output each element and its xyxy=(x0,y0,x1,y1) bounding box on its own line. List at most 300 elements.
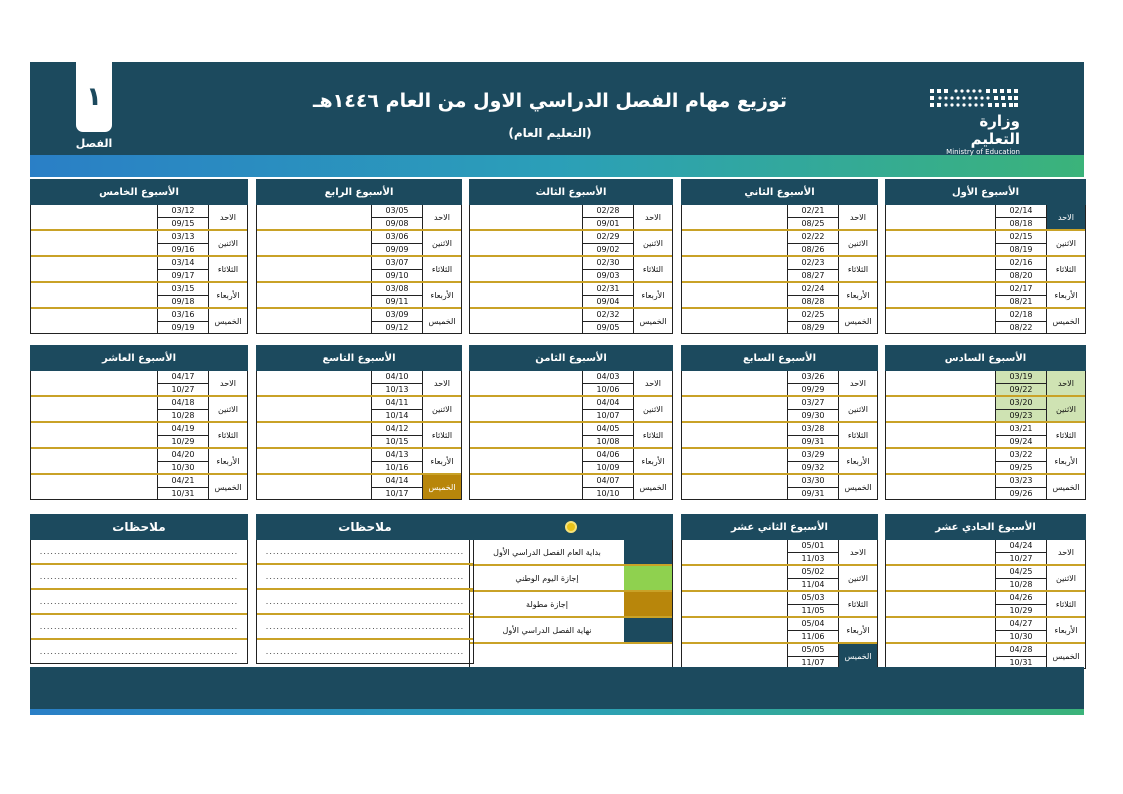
hijri-date: 02/28 xyxy=(596,206,620,215)
task-cell[interactable] xyxy=(886,371,995,395)
hijri-date: 02/17 xyxy=(1009,284,1033,293)
day-row xyxy=(31,307,247,333)
hijri-date: 02/18 xyxy=(1009,310,1033,319)
notes-rows xyxy=(256,540,474,664)
hijri-date: 02/16 xyxy=(1009,258,1033,267)
hijri-date: 03/23 xyxy=(1009,476,1033,485)
day-row xyxy=(886,564,1085,590)
day-name: الأربعاء xyxy=(846,456,870,466)
day-name: الاحد xyxy=(850,212,866,222)
gregorian-date: 11/05 xyxy=(788,604,838,617)
date-cell xyxy=(995,257,1047,281)
gregorian-date: 10/30 xyxy=(158,461,208,474)
gregorian-date: 10/07 xyxy=(583,409,633,422)
hijri-date: 03/30 xyxy=(801,476,825,485)
day-name: الاحد xyxy=(1047,205,1085,229)
day-row xyxy=(31,395,247,421)
day-row xyxy=(257,473,461,499)
hijri-date: 03/09 xyxy=(385,310,409,319)
task-cell[interactable] xyxy=(886,475,995,499)
task-cell[interactable] xyxy=(682,540,787,564)
week-title: الأسبوع الثاني xyxy=(681,179,878,205)
week-block xyxy=(681,345,878,500)
date-cell xyxy=(787,475,839,499)
task-cell[interactable] xyxy=(257,309,371,333)
hijri-date: 03/29 xyxy=(801,450,825,459)
day-row xyxy=(682,473,877,499)
day-name: الأربعاء xyxy=(641,290,665,300)
task-cell[interactable] xyxy=(682,475,787,499)
day-name: الأربعاء xyxy=(216,456,240,466)
gregorian-date: 10/27 xyxy=(996,552,1046,565)
task-cell[interactable] xyxy=(470,449,582,473)
task-cell[interactable] xyxy=(886,257,995,281)
day-name: الأربعاء xyxy=(1054,456,1078,466)
task-cell[interactable] xyxy=(886,566,995,590)
task-cell[interactable] xyxy=(257,283,371,307)
day-row xyxy=(886,255,1085,281)
task-cell[interactable] xyxy=(886,397,995,421)
hijri-date: 04/03 xyxy=(596,372,620,381)
gregorian-date: 09/05 xyxy=(583,321,633,334)
legend-label: بداية العام الفصل الدراسي الأول xyxy=(493,547,601,557)
gregorian-date: 09/30 xyxy=(788,409,838,422)
task-cell[interactable] xyxy=(886,309,995,333)
hijri-date: 03/26 xyxy=(801,372,825,381)
gregorian-date: 10/09 xyxy=(583,461,633,474)
hijri-date: 02/24 xyxy=(801,284,825,293)
task-cell[interactable] xyxy=(682,309,787,333)
task-cell[interactable] xyxy=(682,644,787,668)
task-cell[interactable] xyxy=(886,618,995,642)
day-name: الاحد xyxy=(434,378,450,388)
gregorian-date: 10/08 xyxy=(583,435,633,448)
notes-line[interactable]: ........................................................ xyxy=(31,563,247,588)
day-name: الاثنين xyxy=(1056,238,1076,248)
hijri-date: 04/07 xyxy=(596,476,620,485)
task-cell[interactable] xyxy=(886,231,995,255)
hijri-date: 05/01 xyxy=(801,541,825,550)
date-cell xyxy=(995,397,1047,421)
date-cell xyxy=(787,397,839,421)
day-row xyxy=(886,307,1085,333)
date-cell xyxy=(995,309,1047,333)
week-block xyxy=(681,514,878,669)
task-cell[interactable] xyxy=(257,449,371,473)
day-row xyxy=(31,281,247,307)
day-name: الأربعاء xyxy=(430,456,454,466)
day-row xyxy=(31,421,247,447)
date-cell xyxy=(582,283,634,307)
task-cell[interactable] xyxy=(886,449,995,473)
week-title: الأسبوع التاسع xyxy=(256,345,462,371)
day-row xyxy=(886,421,1085,447)
legend-swatch xyxy=(624,540,672,564)
week-title: الأسبوع الخامس xyxy=(30,179,248,205)
date-cell xyxy=(157,205,209,229)
week-block xyxy=(30,345,248,500)
day-name: الثلاثاء xyxy=(431,430,453,440)
gregorian-date: 10/29 xyxy=(158,435,208,448)
day-row xyxy=(470,307,672,333)
day-row xyxy=(257,395,461,421)
day-row xyxy=(257,371,461,395)
week-title: الأسبوع الثالث xyxy=(469,179,673,205)
day-name: الاثنين xyxy=(218,238,238,248)
task-cell[interactable] xyxy=(31,231,157,255)
notes-title: ملاحظات xyxy=(256,514,474,540)
notes-line[interactable]: ........................................................ xyxy=(257,638,473,663)
day-row xyxy=(470,255,672,281)
hijri-date: 02/25 xyxy=(801,310,825,319)
hijri-date: 03/13 xyxy=(171,232,195,241)
gregorian-date: 11/03 xyxy=(788,552,838,565)
hijri-date: 04/25 xyxy=(1009,567,1033,576)
day-row xyxy=(470,229,672,255)
date-cell xyxy=(995,205,1047,229)
hijri-date: 04/17 xyxy=(171,372,195,381)
date-cell xyxy=(995,475,1047,499)
notes-line[interactable]: ........................................................ xyxy=(31,588,247,613)
task-cell[interactable] xyxy=(470,309,582,333)
notes-line[interactable]: ........................................................ xyxy=(39,547,239,556)
task-cell[interactable] xyxy=(31,423,157,447)
gregorian-date: 09/08 xyxy=(372,217,422,230)
task-cell[interactable] xyxy=(31,309,157,333)
hijri-date: 04/18 xyxy=(171,398,195,407)
week-days xyxy=(681,205,878,334)
day-row xyxy=(470,421,672,447)
gregorian-date: 10/06 xyxy=(583,383,633,396)
day-row xyxy=(257,421,461,447)
day-row xyxy=(31,205,247,229)
task-cell[interactable] xyxy=(682,423,787,447)
legend-swatch xyxy=(624,566,672,590)
gregorian-date: 09/11 xyxy=(372,295,422,308)
task-cell[interactable] xyxy=(470,371,582,395)
gregorian-date: 08/18 xyxy=(996,217,1046,230)
gregorian-date: 09/31 xyxy=(788,435,838,448)
day-name: الاحد xyxy=(220,378,236,388)
gregorian-date: 10/16 xyxy=(372,461,422,474)
hijri-date: 05/03 xyxy=(801,593,825,602)
legend-label: نهاية الفصل الدراسي الأول xyxy=(502,625,592,635)
semester-number: ١ xyxy=(86,82,102,112)
day-name: الخميس xyxy=(1052,651,1080,661)
day-row xyxy=(257,281,461,307)
day-name: الاثنين xyxy=(643,238,663,248)
hijri-date: 03/20 xyxy=(1009,398,1033,407)
day-row xyxy=(257,229,461,255)
legend-item xyxy=(470,540,672,564)
gregorian-date: 09/24 xyxy=(996,435,1046,448)
hijri-date: 05/05 xyxy=(801,645,825,654)
day-name: الاحد xyxy=(645,378,661,388)
hijri-date: 04/28 xyxy=(1009,645,1033,654)
notes-box-1 xyxy=(256,514,474,664)
hijri-date: 04/11 xyxy=(385,398,409,407)
date-cell xyxy=(157,423,209,447)
notes-line[interactable]: ........................................................ xyxy=(257,563,473,588)
week-title: الأسبوع السادس xyxy=(885,345,1086,371)
task-cell[interactable] xyxy=(31,397,157,421)
task-cell[interactable] xyxy=(257,231,371,255)
task-cell[interactable] xyxy=(257,397,371,421)
day-row xyxy=(886,281,1085,307)
notes-line[interactable]: ........................................................ xyxy=(257,613,473,638)
date-cell xyxy=(995,231,1047,255)
gregorian-date: 09/23 xyxy=(996,409,1046,422)
task-cell[interactable] xyxy=(682,283,787,307)
gregorian-date: 08/27 xyxy=(788,269,838,282)
hijri-date: 03/22 xyxy=(1009,450,1033,459)
legend-empty-row xyxy=(470,642,672,668)
day-name: الثلاثاء xyxy=(1055,430,1077,440)
day-row xyxy=(886,590,1085,616)
hijri-date: 05/02 xyxy=(801,567,825,576)
date-cell xyxy=(787,449,839,473)
gregorian-date: 09/18 xyxy=(158,295,208,308)
task-cell[interactable] xyxy=(470,423,582,447)
week-title: الأسبوع الحادي عشر xyxy=(885,514,1086,540)
legend-swatch xyxy=(624,618,672,642)
date-cell xyxy=(157,449,209,473)
task-cell[interactable] xyxy=(31,449,157,473)
gregorian-date: 10/13 xyxy=(372,383,422,396)
date-cell xyxy=(582,475,634,499)
day-name: الأربعاء xyxy=(846,625,870,635)
date-cell xyxy=(787,371,839,395)
day-name: الاحد xyxy=(220,212,236,222)
notes-line[interactable]: ........................................................ xyxy=(265,547,465,556)
week-title: الأسبوع الثاني عشر xyxy=(681,514,878,540)
week-block xyxy=(681,179,878,334)
hijri-date: 03/19 xyxy=(1009,372,1033,381)
week-days xyxy=(885,205,1086,334)
task-cell[interactable] xyxy=(886,283,995,307)
task-cell[interactable] xyxy=(682,566,787,590)
hijri-date: 04/06 xyxy=(596,450,620,459)
gregorian-date: 08/29 xyxy=(788,321,838,334)
gregorian-date: 11/07 xyxy=(788,656,838,669)
day-row xyxy=(682,447,877,473)
day-row xyxy=(682,642,877,668)
gregorian-date: 08/20 xyxy=(996,269,1046,282)
gregorian-date: 10/15 xyxy=(372,435,422,448)
week-title: الأسبوع السابع xyxy=(681,345,878,371)
day-row xyxy=(682,255,877,281)
hijri-date: 03/15 xyxy=(171,284,195,293)
hijri-date: 03/27 xyxy=(801,398,825,407)
gregorian-date: 09/09 xyxy=(372,243,422,256)
task-cell[interactable] xyxy=(886,592,995,616)
task-cell[interactable] xyxy=(682,449,787,473)
task-cell[interactable] xyxy=(257,257,371,281)
date-cell xyxy=(995,592,1047,616)
date-cell xyxy=(371,449,423,473)
date-cell xyxy=(995,371,1047,395)
hijri-date: 04/20 xyxy=(171,450,195,459)
day-name: الاثنين xyxy=(848,573,868,583)
day-name: الخميس xyxy=(423,475,461,499)
day-row xyxy=(682,229,877,255)
task-cell[interactable] xyxy=(470,257,582,281)
task-cell[interactable] xyxy=(470,205,582,229)
day-name: الخميس xyxy=(839,644,877,668)
date-cell xyxy=(157,475,209,499)
day-row xyxy=(886,540,1085,564)
task-cell[interactable] xyxy=(31,257,157,281)
task-cell[interactable] xyxy=(257,423,371,447)
week-title: الأسبوع العاشر xyxy=(30,345,248,371)
day-row xyxy=(682,590,877,616)
gregorian-date: 09/17 xyxy=(158,269,208,282)
task-cell[interactable] xyxy=(886,540,995,564)
day-row xyxy=(886,447,1085,473)
notes-line[interactable]: ........................................................ xyxy=(257,588,473,613)
day-name: الاثنين xyxy=(432,404,452,414)
hijri-date: 02/23 xyxy=(801,258,825,267)
hijri-date: 03/14 xyxy=(171,258,195,267)
day-row xyxy=(257,307,461,333)
task-cell[interactable] xyxy=(682,205,787,229)
day-row xyxy=(682,540,877,564)
day-name: الاثنين xyxy=(848,404,868,414)
page-title: توزيع مهام الفصل الدراسي الاول من العام ١٤٤٦هـ xyxy=(312,90,788,112)
task-cell[interactable] xyxy=(682,397,787,421)
date-cell xyxy=(371,371,423,395)
week-days xyxy=(256,205,462,334)
day-row xyxy=(682,616,877,642)
gregorian-date: 08/21 xyxy=(996,295,1046,308)
week-days xyxy=(681,540,878,669)
day-name: الثلاثاء xyxy=(847,430,869,440)
task-cell[interactable] xyxy=(31,475,157,499)
day-name: الخميس xyxy=(214,316,242,326)
week-days xyxy=(885,371,1086,500)
week-days xyxy=(256,371,462,500)
hijri-date: 02/15 xyxy=(1009,232,1033,241)
day-name: الثلاثاء xyxy=(642,264,664,274)
legend-item xyxy=(470,564,672,590)
day-name: الاحد xyxy=(1058,547,1074,557)
week-title: الأسبوع الأول xyxy=(885,179,1086,205)
day-name: الاثنين xyxy=(643,404,663,414)
notes-line[interactable]: ........................................................ xyxy=(31,638,247,663)
day-row xyxy=(682,371,877,395)
day-name: الثلاثاء xyxy=(847,599,869,609)
week-days xyxy=(885,540,1086,669)
task-cell[interactable] xyxy=(257,371,371,395)
task-cell[interactable] xyxy=(470,231,582,255)
task-cell[interactable] xyxy=(682,231,787,255)
date-cell xyxy=(995,283,1047,307)
date-cell xyxy=(371,231,423,255)
hijri-date: 03/12 xyxy=(171,206,195,215)
day-row xyxy=(682,421,877,447)
task-cell[interactable] xyxy=(682,257,787,281)
date-cell xyxy=(582,397,634,421)
date-cell xyxy=(995,644,1047,668)
date-cell xyxy=(371,257,423,281)
gregorian-date: 09/32 xyxy=(788,461,838,474)
hijri-date: 04/14 xyxy=(385,476,409,485)
task-cell[interactable] xyxy=(886,423,995,447)
gregorian-date: 10/17 xyxy=(372,487,422,500)
day-row xyxy=(31,229,247,255)
gregorian-date: 09/03 xyxy=(583,269,633,282)
notes-line[interactable]: ........................................................ xyxy=(31,613,247,638)
hijri-date: 03/06 xyxy=(385,232,409,241)
task-cell[interactable] xyxy=(257,475,371,499)
gregorian-date: 10/29 xyxy=(996,604,1046,617)
day-name: الخميس xyxy=(639,482,667,492)
gregorian-date: 09/12 xyxy=(372,321,422,334)
task-cell[interactable] xyxy=(682,592,787,616)
task-cell[interactable] xyxy=(682,618,787,642)
hijri-date: 04/04 xyxy=(596,398,620,407)
task-cell[interactable] xyxy=(682,371,787,395)
date-cell xyxy=(371,397,423,421)
legend-item xyxy=(470,616,672,642)
task-cell[interactable] xyxy=(470,397,582,421)
hijri-date: 03/16 xyxy=(171,310,195,319)
hijri-date: 04/10 xyxy=(385,372,409,381)
task-cell[interactable] xyxy=(470,283,582,307)
day-row xyxy=(886,616,1085,642)
task-cell[interactable] xyxy=(886,205,995,229)
day-name: الخميس xyxy=(214,482,242,492)
footer-banner xyxy=(30,667,1084,709)
date-cell xyxy=(582,371,634,395)
notes-rows xyxy=(30,540,248,664)
date-cell xyxy=(582,205,634,229)
hijri-date: 04/13 xyxy=(385,450,409,459)
date-cell xyxy=(787,309,839,333)
date-cell xyxy=(787,592,839,616)
day-row xyxy=(470,473,672,499)
hijri-date: 04/05 xyxy=(596,424,620,433)
gregorian-date: 10/28 xyxy=(158,409,208,422)
date-cell xyxy=(157,283,209,307)
gregorian-date: 08/25 xyxy=(788,217,838,230)
week-block xyxy=(885,345,1086,500)
day-row xyxy=(682,281,877,307)
notes-title: ملاحظات xyxy=(30,514,248,540)
task-cell[interactable] xyxy=(886,644,995,668)
week-block xyxy=(256,345,462,500)
gregorian-date: 09/01 xyxy=(583,217,633,230)
legend-box xyxy=(469,514,673,669)
gregorian-date: 10/28 xyxy=(996,578,1046,591)
day-name: الخميس xyxy=(639,316,667,326)
hijri-date: 02/31 xyxy=(596,284,620,293)
task-cell[interactable] xyxy=(470,475,582,499)
gregorian-date: 10/27 xyxy=(158,383,208,396)
day-name: الأربعاء xyxy=(641,456,665,466)
date-cell xyxy=(995,566,1047,590)
task-cell[interactable] xyxy=(31,205,157,229)
hijri-date: 02/30 xyxy=(596,258,620,267)
day-name: الاحد xyxy=(850,547,866,557)
week-days xyxy=(681,371,878,500)
task-cell[interactable] xyxy=(31,371,157,395)
task-cell[interactable] xyxy=(31,283,157,307)
date-cell xyxy=(787,566,839,590)
task-cell[interactable] xyxy=(257,205,371,229)
gregorian-date: 09/15 xyxy=(158,217,208,230)
hijri-date: 05/04 xyxy=(801,619,825,628)
